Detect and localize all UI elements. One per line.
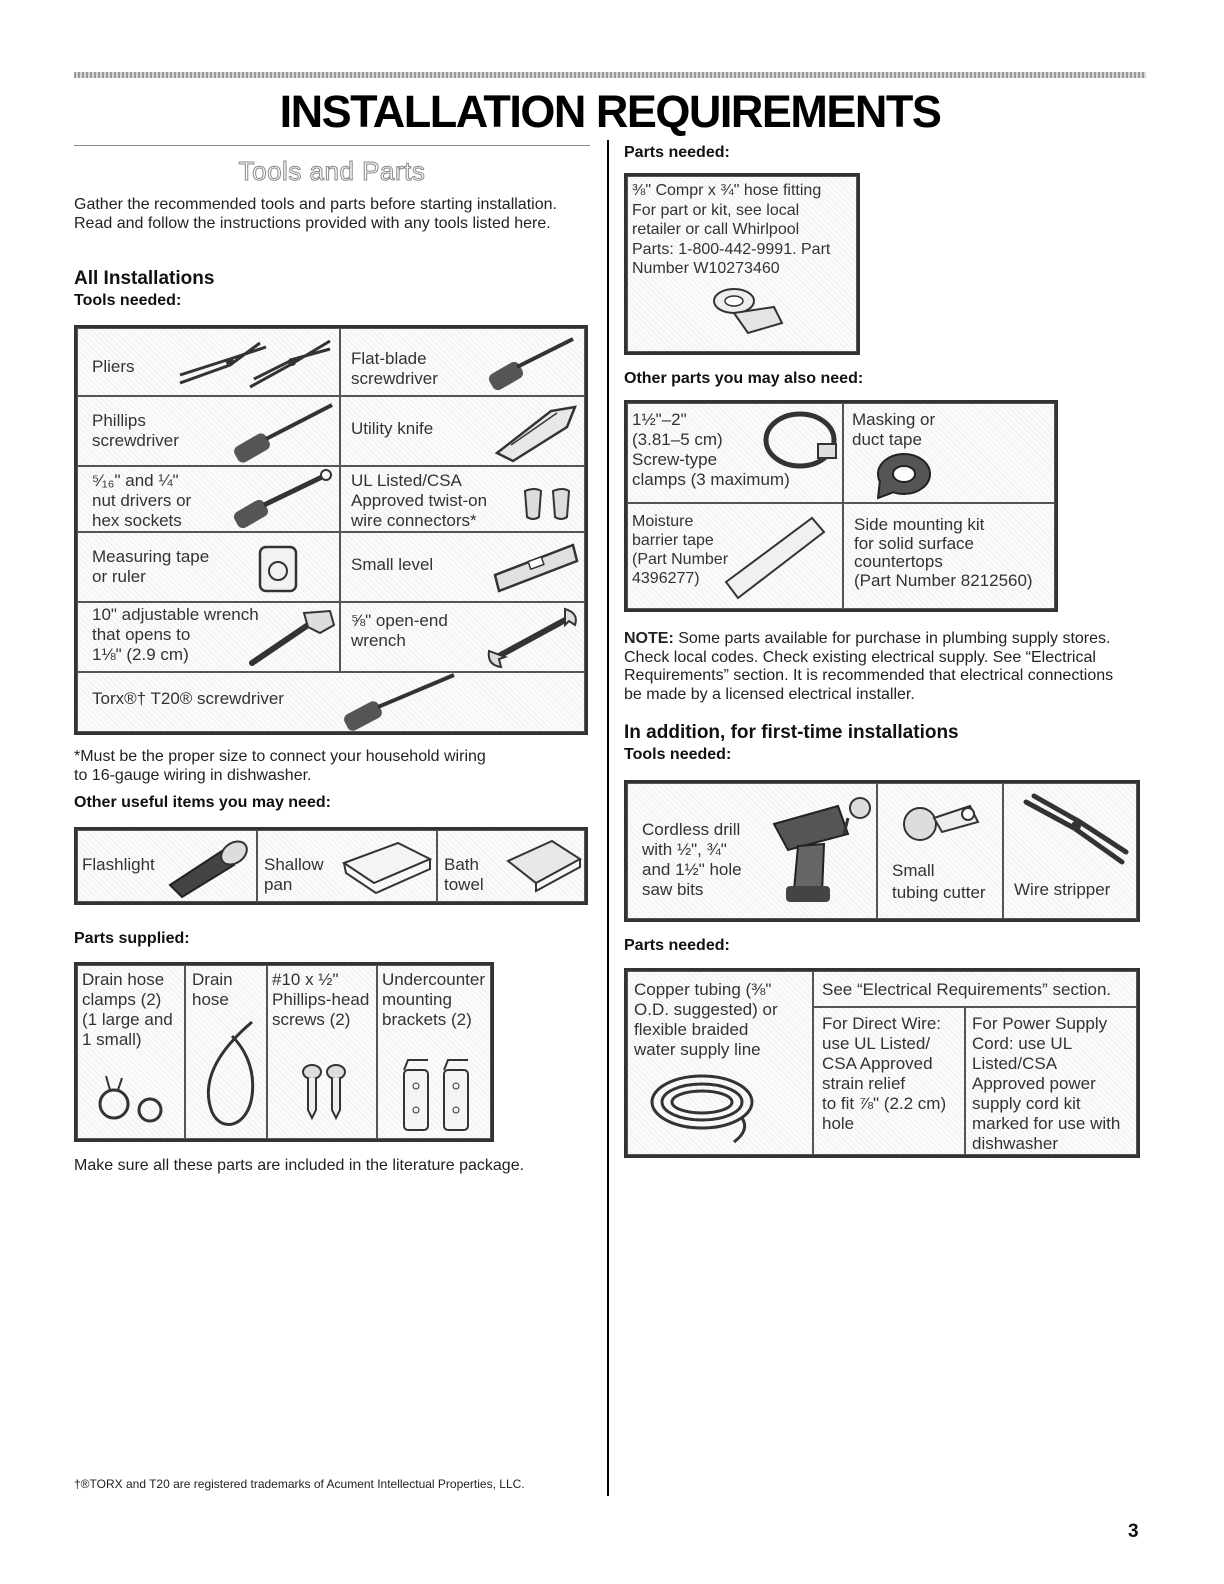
tool-cell bbox=[340, 396, 585, 466]
pliers-icon bbox=[170, 335, 335, 391]
useful-label: Bath towel bbox=[444, 855, 484, 894]
parts-supplied-heading: Parts supplied: bbox=[74, 930, 190, 947]
measuring-tape-icon bbox=[254, 541, 304, 597]
adjustable-wrench-icon bbox=[246, 607, 338, 669]
other-part-cell bbox=[627, 403, 843, 503]
power-supply-cell bbox=[965, 1007, 1137, 1155]
other-part-cell bbox=[843, 403, 1055, 503]
top-rule bbox=[74, 72, 1146, 78]
supplied-cell bbox=[185, 965, 267, 1139]
electrical-header-cell bbox=[813, 971, 1137, 1007]
towel-icon bbox=[504, 837, 584, 897]
hose-clamp-icon bbox=[88, 1070, 178, 1130]
useful-label: Shallow pan bbox=[264, 855, 324, 894]
tool-label: Phillips screwdriver bbox=[92, 411, 179, 450]
copper-cell bbox=[627, 971, 813, 1155]
other-part-label: 1½"–2" (3.81–5 cm) Screw-type clamps (3 maximum) bbox=[632, 410, 790, 489]
level-icon bbox=[491, 539, 581, 597]
parts-supplied-grid bbox=[74, 962, 494, 1142]
first-time-tools-grid bbox=[624, 780, 1140, 922]
supplied-cell bbox=[267, 965, 377, 1139]
utility-knife-icon bbox=[491, 401, 581, 463]
tools-needed-heading: Tools needed: bbox=[74, 292, 182, 309]
supplied-label: Drain hose bbox=[192, 970, 233, 1009]
other-part-label: Side mounting kit for solid surface countertops (Part Number 8212560) bbox=[854, 515, 1033, 590]
tool-cell bbox=[77, 466, 340, 532]
trademark-footnote: †®TORX and T20 are registered trademarks of Acument Intellectual Properties, LLC. bbox=[74, 1477, 525, 1491]
useful-label: Flashlight bbox=[82, 855, 155, 874]
flat-screwdriver-icon bbox=[481, 333, 581, 393]
other-part-cell bbox=[843, 503, 1055, 609]
tool-cell bbox=[77, 672, 585, 732]
asterisk-note: *Must be the proper size to connect your household wiring to 16-gauge wiring in dishwasher. bbox=[74, 748, 486, 784]
screw-clamp-icon bbox=[760, 408, 840, 474]
direct-wire-cell bbox=[813, 1007, 965, 1155]
other-part-label: Masking or duct tape bbox=[852, 410, 936, 449]
tool-label: UL Listed/CSA Approved twist-on wire connectors* bbox=[351, 471, 488, 530]
tool-cell bbox=[340, 466, 585, 532]
tool-label: 10" adjustable wrench that opens to 1⅛" (2.9 cm) bbox=[92, 605, 259, 664]
wire-connector-icon bbox=[519, 485, 579, 525]
column-divider bbox=[607, 140, 609, 1496]
other-parts-heading: Other parts you may also need: bbox=[624, 370, 864, 387]
tool-label: Small level bbox=[351, 555, 434, 574]
note-label: NOTE: bbox=[624, 630, 674, 647]
tool-cell bbox=[77, 532, 340, 602]
flashlight-icon bbox=[164, 835, 254, 899]
tool-label: ⁵⁄₁₆" and ¼" nut drivers or hex sockets bbox=[92, 471, 192, 530]
tool-label: Utility knife bbox=[351, 419, 434, 438]
tool-cell bbox=[340, 328, 585, 396]
other-part-label: Moisture barrier tape (Part Number 4396277) bbox=[632, 513, 729, 587]
supplied-cell bbox=[377, 965, 491, 1139]
bracket-icon bbox=[396, 1056, 480, 1136]
first-tool-cell bbox=[877, 783, 1003, 919]
tool-cell bbox=[340, 532, 585, 602]
useful-items-grid bbox=[74, 827, 588, 905]
useful-cell bbox=[77, 830, 257, 902]
parts-needed-heading: Parts needed: bbox=[624, 144, 730, 161]
first-tool-label: Small tubing cutter bbox=[892, 861, 986, 902]
tool-label: Measuring tape or ruler bbox=[92, 547, 210, 586]
other-part-cell bbox=[627, 503, 843, 609]
first-tool-cell bbox=[1003, 783, 1137, 919]
screw-icon bbox=[296, 1062, 356, 1132]
direct-wire-label: For Direct Wire: use UL Listed/ CSA Approved strain relief to fit ⅞" (2.2 cm) hole bbox=[822, 1014, 947, 1133]
copper-label: Copper tubing (⅜" O.D. suggested) or flexible braided water supply line bbox=[634, 980, 778, 1059]
first-tool-label: Cordless drill with ½", ¾" and 1½" hole saw bits bbox=[642, 820, 742, 899]
first-tool-cell bbox=[627, 783, 877, 919]
tape-icon bbox=[874, 450, 938, 502]
pan-icon bbox=[338, 837, 434, 897]
first-time-heading: In addition, for first-time installations bbox=[624, 722, 959, 743]
intro-paragraph: Gather the recommended tools and parts before starting installation. Read and follow the instructions provided with any tools listed here. bbox=[74, 196, 557, 232]
tool-cell bbox=[77, 396, 340, 466]
tubing-cutter-icon bbox=[898, 792, 988, 852]
power-supply-label: For Power Supply Cord: use UL Listed/CSA Approved power supply cord kit marked for use with dishwasher bbox=[972, 1014, 1121, 1153]
barrier-tape-icon bbox=[720, 512, 830, 606]
tool-label: ⅝" open-end wrench bbox=[351, 611, 448, 650]
torx-screwdriver-icon bbox=[336, 673, 460, 732]
drain-hose-icon bbox=[192, 1016, 266, 1136]
phillips-screwdriver-icon bbox=[228, 401, 338, 465]
section-title: Tools and Parts bbox=[238, 156, 426, 186]
open-end-wrench-icon bbox=[485, 607, 581, 669]
section-rule bbox=[74, 145, 590, 146]
other-parts-grid bbox=[624, 400, 1058, 612]
nut-driver-icon bbox=[228, 469, 338, 531]
tool-label: Pliers bbox=[92, 357, 135, 376]
supplied-label: Drain hose clamps (2) (1 large and 1 small) bbox=[82, 970, 173, 1049]
fitting-box bbox=[624, 173, 860, 355]
other-useful-heading: Other useful items you may need: bbox=[74, 794, 331, 811]
fitting-cell bbox=[627, 176, 857, 352]
supplied-label: #10 x ½" Phillips-head screws (2) bbox=[272, 970, 370, 1029]
tool-label: Torx®† T20® screwdriver bbox=[92, 689, 284, 708]
tool-cell bbox=[77, 602, 340, 672]
first-time-tools-heading: Tools needed: bbox=[624, 746, 732, 763]
first-time-parts-grid bbox=[624, 968, 1140, 1158]
hose-fitting-icon bbox=[708, 285, 808, 345]
supplied-cell bbox=[77, 965, 185, 1139]
page-number: 3 bbox=[1128, 1521, 1139, 1542]
page-title: INSTALLATION REQUIREMENTS bbox=[279, 86, 941, 137]
tool-cell bbox=[340, 602, 585, 672]
useful-cell bbox=[437, 830, 585, 902]
tools-grid bbox=[74, 325, 588, 735]
useful-cell bbox=[257, 830, 437, 902]
wire-stripper-icon bbox=[1018, 792, 1130, 872]
note-text: Some parts available for purchase in plumbing supply stores. Check local codes. Check existing electrical supply. See “Electrical Requirements” section. It is recommended that electrical connections be made by a licensed electrical installer. bbox=[624, 630, 1114, 703]
fitting-label: ⅜" Compr x ¾" hose fitting For part or kit, see local retailer or call Whirlpool Parts: 1-800-442-9991. Part Number W10273460 bbox=[632, 182, 831, 277]
tool-cell bbox=[77, 328, 340, 396]
electrical-header: See “Electrical Requirements” section. bbox=[822, 980, 1112, 999]
parts-needed-2-heading: Parts needed: bbox=[624, 937, 730, 954]
first-tool-label: Wire stripper bbox=[1014, 880, 1111, 899]
all-installations-heading: All Installations bbox=[74, 268, 215, 289]
supplied-label: Undercounter mounting brackets (2) bbox=[382, 970, 486, 1029]
drill-icon bbox=[768, 794, 874, 910]
copper-tubing-icon bbox=[646, 1068, 776, 1148]
tool-label: Flat-blade screwdriver bbox=[351, 349, 438, 388]
literature-note: Make sure all these parts are included in the literature package. bbox=[74, 1157, 525, 1174]
note-paragraph bbox=[624, 630, 1124, 704]
